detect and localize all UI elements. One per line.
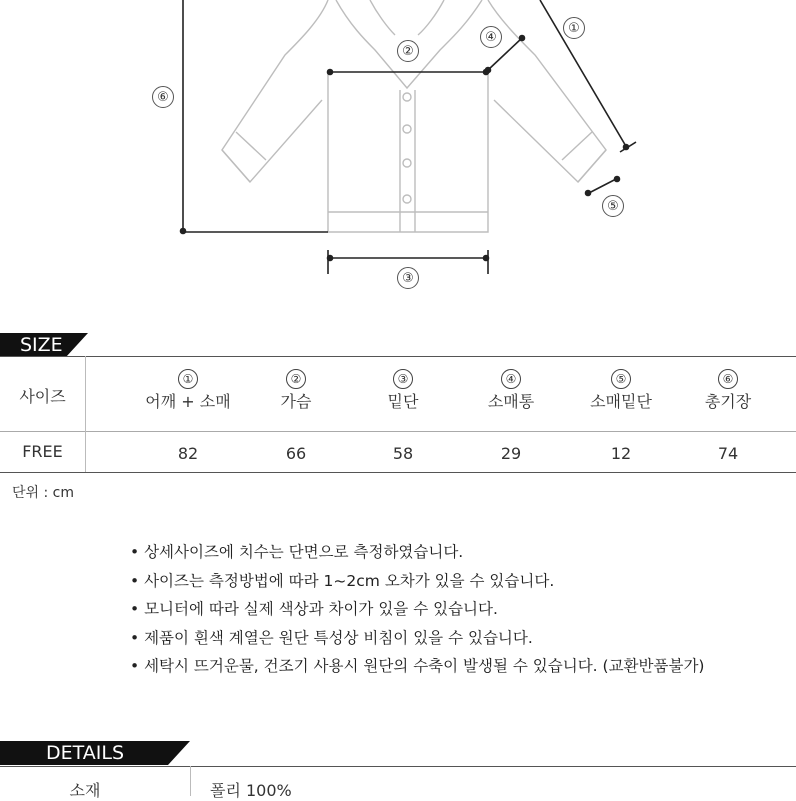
marker-5: ⑤ [602, 195, 624, 217]
column-header-6 [678, 368, 778, 412]
marker-6: ⑥ [152, 86, 174, 108]
care-notes-list [130, 538, 704, 681]
material-value: 폴리 100% [210, 781, 292, 800]
column-label: 소매통 [487, 392, 535, 411]
marker-1: ① [563, 17, 585, 39]
column-label: 소매밑단 [590, 392, 652, 411]
size-table-top-rule [0, 356, 796, 357]
value-sleeve-hem: 12 [610, 444, 632, 463]
column-header-3 [353, 368, 453, 412]
column-label: 어깨 + 소매 [145, 392, 231, 411]
marker-2: ② [397, 40, 419, 62]
details-table-divider [190, 766, 191, 796]
column-marker: ③ [393, 369, 413, 389]
note-item: • 사이즈는 측정방법에 따라 1~2cm 오차가 있을 수 있습니다. [130, 571, 555, 590]
size-row-label: FREE [22, 442, 63, 461]
marker-3: ③ [397, 267, 419, 289]
value-hem: 58 [392, 444, 414, 463]
column-label: 밑단 [387, 392, 419, 411]
column-label: 총기장 [704, 392, 752, 411]
note-item: • 모니터에 따라 실제 색상과 차이가 있을 수 있습니다. [130, 600, 498, 619]
details-table-top-rule [0, 766, 796, 767]
size-section-tag: SIZE [0, 333, 66, 357]
cardigan-buttons [403, 93, 411, 203]
column-marker: ① [178, 369, 198, 389]
column-marker: ⑤ [611, 369, 631, 389]
size-header-label: 사이즈 [19, 387, 66, 406]
column-label: 가슴 [280, 392, 312, 411]
size-table-divider [85, 356, 86, 472]
value-shoulder-sleeve: 82 [177, 444, 199, 463]
material-label: 소재 [69, 781, 101, 800]
value-sleeve-width: 29 [500, 444, 522, 463]
marker-4: ④ [480, 26, 502, 48]
unit-note: 단위 : cm [12, 485, 75, 501]
column-header-2 [246, 368, 346, 412]
column-header-5 [571, 368, 671, 412]
column-header-4 [461, 368, 561, 412]
note-item: • 상세사이즈에 치수는 단면으로 측정하였습니다. [130, 543, 464, 561]
size-table-bottom-rule [0, 472, 796, 473]
note-item: • 제품이 흰색 계열은 원단 특성상 비침이 있을 수 있습니다. [130, 628, 533, 647]
column-marker: ④ [501, 369, 521, 389]
details-section-tag: DETAILS [0, 741, 168, 765]
note-item: • 세탁시 뜨거운물, 건조기 사용시 원단의 수축이 발생될 수 있습니다. (교환반품불가) [130, 657, 705, 676]
right-sleeve-outline [488, 0, 606, 182]
column-header-1 [138, 368, 238, 412]
column-marker: ⑥ [718, 369, 738, 389]
size-table-mid-rule [0, 431, 796, 432]
value-chest: 66 [285, 444, 307, 463]
left-sleeve-outline [222, 0, 328, 182]
sleeve-hem-measure-line [587, 178, 618, 194]
value-total-length: 74 [717, 444, 739, 463]
column-marker: ② [286, 369, 306, 389]
